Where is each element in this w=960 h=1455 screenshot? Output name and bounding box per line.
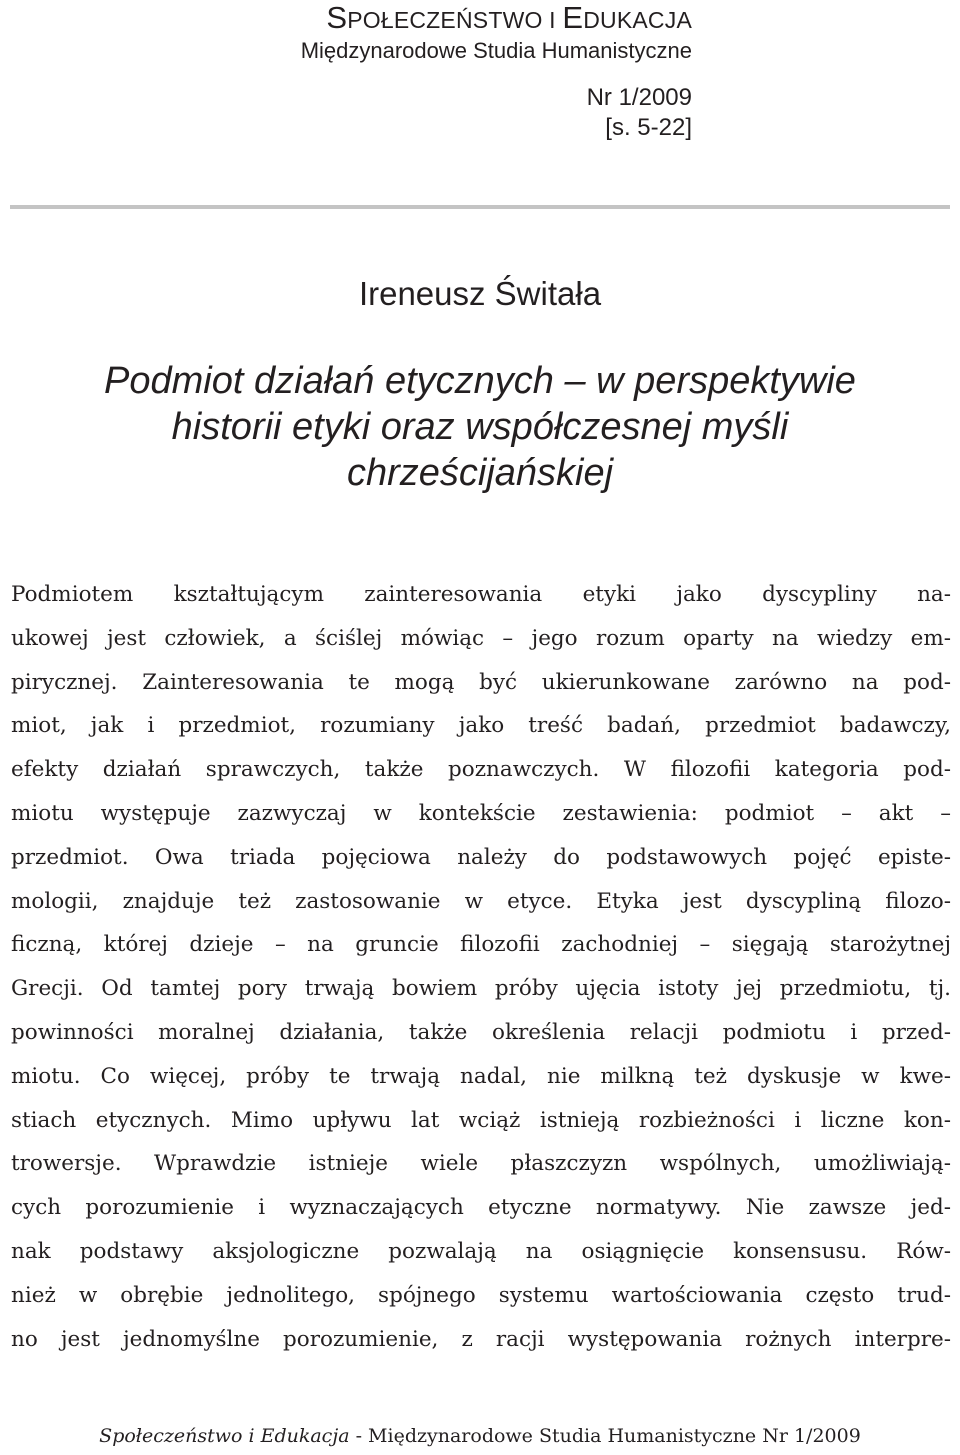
body-line: pirycznej. Zainteresowania te mogą być ukierunkowane zarówno na pod- [11, 669, 951, 695]
body-line: no jest jednomyślne porozumienie, z racji występowania rożnych interpre- [11, 1326, 951, 1352]
article-body [11, 573, 951, 1361]
body-line: powinności moralnej działania, także określenia relacji podmiotu i przed- [11, 1019, 951, 1045]
footer-journal-name: Społeczeństwo i Edukacja [99, 1425, 350, 1447]
journal-subtitle: Międzynarodowe Studia Humanistyczne [300, 38, 692, 63]
body-line: miotu. Co więcej, próby te trwają nadal, nie milkną też dyskusje w kwe- [11, 1063, 951, 1089]
issue-number: Nr 1/2009 [586, 84, 692, 111]
body-line: nak podstawy aksjologiczne pozwalają na osiągnięcie konsensusu. Rów- [11, 1238, 951, 1264]
title-line: Podmiot działań etycznych – w perspektywie [104, 360, 856, 402]
body-line: Podmiotem kształtującym zainteresowania etyki jako dyscypliny na- [11, 582, 951, 607]
header-divider [10, 205, 950, 209]
title-line: historii etyki oraz współczesnej myśli [171, 406, 789, 448]
body-line: stiach etycznych. Mimo upływu lat wciąż istnieją rozbieżności i liczne kon- [11, 1107, 951, 1133]
body-line: ukowej jest człowiek, a ściślej mówiąc – jego rozum oparty na wiedzy em- [11, 625, 951, 651]
body-line: miot, jak i przedmiot, rozumiany jako treść badań, przedmiot badawczy, [11, 713, 951, 739]
journal-name-part-1: POŁECZEŃSTWO I [347, 7, 563, 33]
page-footer [0, 1425, 960, 1447]
journal-name-part-2: DUKACJA [583, 7, 692, 33]
body-line: mologii, znajduje też zastosowanie w etyce. Etyka jest dyscypliną filozo- [11, 888, 951, 914]
journal-name-initial-e: E [562, 0, 584, 35]
footer-journal-info: - Międzynarodowe Studia Humanistyczne Nr 1/2009 [349, 1425, 861, 1447]
journal-name-initial-s: S [326, 0, 348, 35]
author-name: Ireneusz Świtała [358, 275, 602, 312]
article-title [30, 358, 930, 496]
body-line: cych porozumienie i wyznaczających etyczne normatywy. Nie zawsze jed- [11, 1195, 951, 1221]
body-line: miotu występuje zazwyczaj w kontekście zestawienia: podmiot – akt – [11, 800, 951, 826]
body-line: Grecji. Od tamtej pory trwają bowiem próby ujęcia istoty jej przedmiotu, tj. [11, 976, 951, 1002]
body-line: przedmiot. Owa triada pojęciowa należy do podstawowych pojęć episte- [11, 844, 951, 870]
page-range: [s. 5-22] [605, 114, 692, 141]
body-line: ficzną, której dzieje – na gruncie filozofii zachodniej – sięgają starożytnej [11, 932, 951, 958]
journal-name [326, 0, 692, 36]
body-line: nież w obrębie jednolitego, spójnego systemu wartościowania często trud- [11, 1282, 951, 1308]
body-line: trowersje. Wprawdzie istnieje wiele płaszczyzn wspólnych, umożliwiają- [11, 1151, 951, 1177]
title-line: chrześcijańskiej [346, 452, 614, 494]
body-line: efekty działań sprawczych, także poznawczych. W filozofii kategoria pod- [11, 757, 951, 783]
